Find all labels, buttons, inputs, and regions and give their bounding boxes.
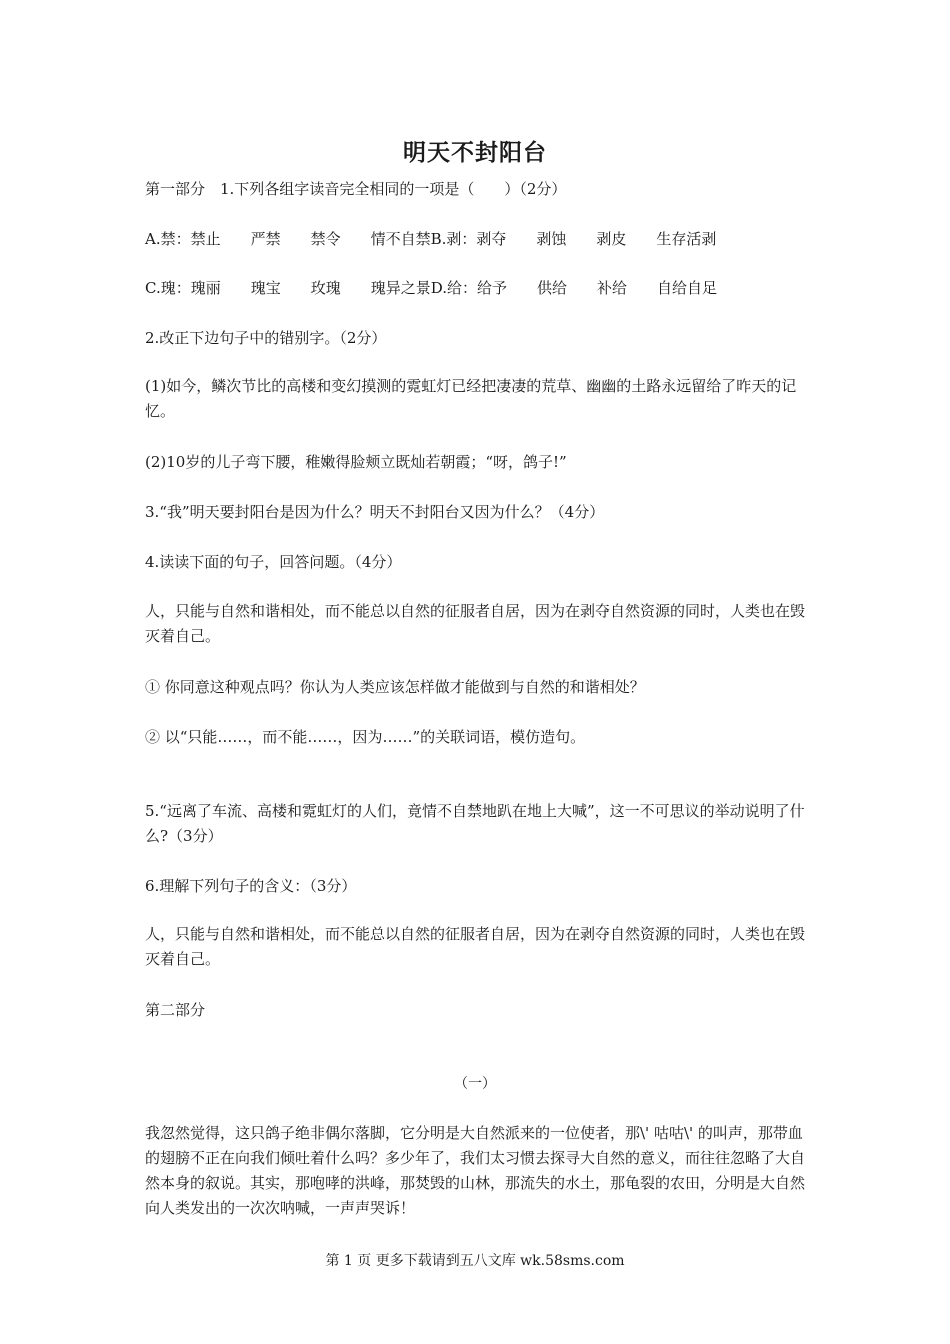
question-2-sentence-2: (2)10岁的儿子弯下腰，稚嫩得脸颊立既灿若朝霞；“呀，鸽子!”: [145, 453, 567, 471]
part-2-heading: 第二部分: [145, 1001, 206, 1019]
question-1: 第一部分 1.下列各组字读音完全相同的一项是（ ）（2分）: [145, 180, 567, 198]
question-4-item-2: ② 以“只能……，而不能……，因为……”的关联词语，模仿造句。: [145, 728, 586, 746]
passage-paragraph: 我忽然觉得，这只鸽子绝非偶尔落脚，它分明是大自然派来的一位使者，那\' 咕咕\' 的叫声，那带血的翅膀不正在向我们倾吐着什么吗？多少年了，我们太习惯去探寻大自然的意义，而往往忽略了大自然本身的叙说。其实，那咆哮的洪峰，那焚毁的山林，那流失的水土，那龟裂的农田，分明是大自然向人类发出的一次次呐喊，一声声哭诉！: [145, 1124, 806, 1217]
question-1-options-ab: A.禁：禁止 严禁 禁令 情不自禁B.剥：剥夺 剥蚀 剥皮 生存活剥: [145, 230, 717, 248]
question-2: 2.改正下边句子中的错别字。（2分）: [145, 329, 387, 347]
question-6: 6.理解下列句子的含义：（3分）: [145, 877, 357, 895]
question-4-quote: 人，只能与自然和谐相处，而不能总以自然的征服者自居，因为在剥夺自然资源的同时，人类也在毁灭着自己。: [145, 602, 806, 645]
question-5: 5.“远离了车流、高楼和霓虹灯的人们，竟情不自禁地趴在地上大喊”，这一不可思议的举动说明了什么?（3分）: [145, 802, 805, 845]
question-3: 3.“我”明天要封阳台是因为什么？明天不封阳台又因为什么？（4分）: [145, 503, 605, 521]
question-6-quote: 人，只能与自然和谐相处，而不能总以自然的征服者自居，因为在剥夺自然资源的同时，人类也在毁灭着自己。: [145, 925, 806, 968]
question-1-options-cd: C.瑰：瑰丽 瑰宝 玫瑰 瑰异之景D.给：给予 供给 补给 自给自足: [145, 279, 717, 297]
question-4: 4.读读下面的句子，回答问题。（4分）: [145, 553, 402, 571]
page-title: 明天不封阳台: [403, 140, 547, 166]
question-2-sentence-1: (1)如今，鳞次节比的高楼和变幻摸测的霓虹灯已经把凄凄的荒草、幽幽的土路永远留给了昨天的记忆。: [145, 377, 797, 420]
page-footer: 第 1 页 更多下载请到五八文库 wk.58sms.com: [325, 1253, 625, 1269]
section-heading: （一）: [454, 1076, 496, 1092]
question-4-item-1: ① 你同意这种观点吗？你认为人类应该怎样做才能做到与自然的和谐相处？: [145, 678, 645, 696]
